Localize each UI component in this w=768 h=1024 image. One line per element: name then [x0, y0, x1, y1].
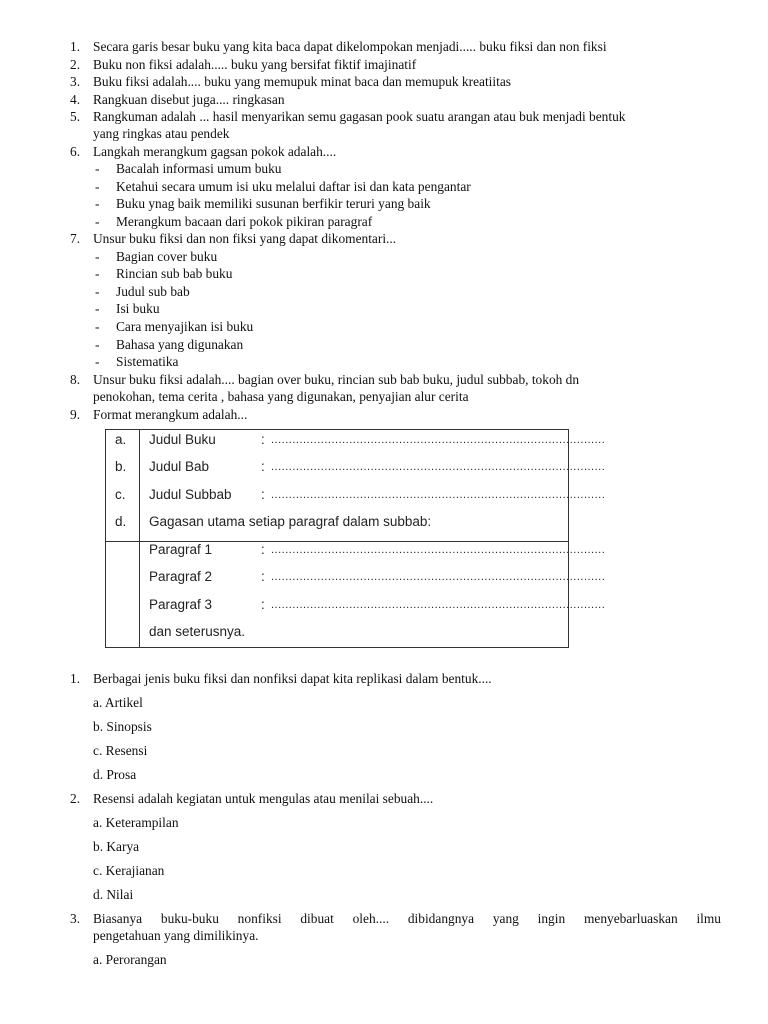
option-text: d. Prosa [93, 767, 137, 782]
question-text: Berbagai jenis buku fiksi dan nonfiksi dapat kita replikasi dalam bentuk.... [93, 671, 492, 686]
row-colon: : [261, 432, 265, 447]
option-text: a. Artikel [93, 695, 143, 710]
option-text: a. Keterampilan [93, 815, 179, 830]
bullet-text: Bacalah informasi umum buku [116, 161, 282, 176]
bullet-text: Sistematika [116, 354, 179, 369]
bullet-marker: - [95, 301, 100, 316]
fill-in-dots: .............................................................................................. [271, 461, 606, 473]
row-label: dan seterusnya. [149, 624, 246, 639]
row-colon: : [261, 569, 265, 584]
option-text: c. Resensi [93, 743, 148, 758]
row-letter: c. [115, 487, 126, 502]
bullet-marker: - [95, 161, 100, 176]
fill-in-dots: .............................................................................................. [271, 434, 606, 446]
row-label: Judul Subbab [149, 487, 232, 502]
row-label: Paragraf 1 [149, 542, 213, 557]
item-number: 5. [70, 109, 81, 124]
option-text: b. Sinopsis [93, 719, 152, 734]
item-number: 3. [70, 74, 81, 89]
bullet-marker: - [95, 179, 100, 194]
question-number: 1. [70, 671, 81, 686]
question-text: Resensi adalah kegiatan untuk mengulas atau menilai sebuah.... [93, 791, 434, 806]
fill-in-dots: .............................................................................................. [271, 571, 606, 583]
item-text: Buku non fiksi adalah..... buku yang bersifat fiktif imajinatif [93, 57, 417, 72]
bullet-marker: - [95, 266, 100, 281]
bullet-text: Bagian cover buku [116, 249, 218, 264]
item-text: Format merangkum adalah... [93, 407, 248, 422]
table-divider [139, 430, 140, 541]
row-letter: b. [115, 459, 127, 474]
bullet-marker: - [95, 196, 100, 211]
bullet-text: Merangkum bacaan dari pokok pikiran paragraf [116, 214, 373, 229]
item-text: Secara garis besar buku yang kita baca dapat dikelompokan menjadi..... buku fiksi dan non fiksi [93, 39, 607, 54]
option-text: b. Karya [93, 839, 140, 854]
fill-in-dots: .............................................................................................. [271, 544, 606, 556]
item-number: 1. [70, 39, 81, 54]
question-number: 2. [70, 791, 81, 806]
bullet-marker: - [95, 284, 100, 299]
question-text: pengetahuan yang dimilikinya. [93, 928, 259, 943]
row-colon: : [261, 459, 265, 474]
bullet-marker: - [95, 354, 100, 369]
bullet-marker: - [95, 337, 100, 352]
item-number: 7. [70, 231, 81, 246]
row-colon: : [261, 542, 265, 557]
fill-in-dots: .............................................................................................. [271, 489, 606, 501]
item-number: 8. [70, 372, 81, 387]
bullet-text: Rincian sub bab buku [116, 266, 233, 281]
row-letter: d. [115, 514, 127, 529]
row-colon: : [261, 597, 265, 612]
item-number: 4. [70, 92, 81, 107]
question-text: Biasanya buku-buku nonfiksi dibuat oleh.... dibidangnya yang ingin menyebarluaskan ilmu [93, 911, 721, 926]
bullet-text: Judul sub bab [116, 284, 190, 299]
item-number: 9. [70, 407, 81, 422]
item-text: Buku fiksi adalah.... buku yang memupuk minat baca dan memupuk kreatiitas [93, 74, 511, 89]
row-colon: : [261, 487, 265, 502]
row-label: Gagasan utama setiap paragraf dalam subbab: [149, 514, 432, 529]
item-text: Rangkuan disebut juga.... ringkasan [93, 92, 285, 107]
bullet-marker: - [95, 249, 100, 264]
row-label: Paragraf 3 [149, 597, 213, 612]
question-number: 3. [70, 911, 81, 926]
row-label: Paragraf 2 [149, 569, 213, 584]
bullet-text: Cara menyajikan isi buku [116, 319, 254, 334]
row-label: Judul Bab [149, 459, 210, 474]
bullet-text: Buku ynag baik memiliki susunan berfikir teruri yang baik [116, 196, 431, 211]
item-text: Langkah merangkum gagsan pokok adalah.... [93, 144, 337, 159]
row-letter: a. [115, 432, 127, 447]
bullet-text: Ketahui secara umum isi uku melalui daftar isi dan kata pengantar [116, 179, 471, 194]
bullet-marker: - [95, 319, 100, 334]
row-label: Judul Buku [149, 432, 216, 447]
item-text: Unsur buku fiksi adalah.... bagian over buku, rincian sub bab buku, judul subbab, tokoh dn [93, 372, 580, 387]
bullet-marker: - [95, 214, 100, 229]
item-text: penokohan, tema cerita , bahasa yang digunakan, penyajian alur cerita [93, 389, 469, 404]
item-number: 6. [70, 144, 81, 159]
fill-in-dots: .............................................................................................. [271, 599, 606, 611]
item-number: 2. [70, 57, 81, 72]
format-table [105, 429, 606, 648]
item-text: yang ringkas atau pendek [93, 126, 230, 141]
option-text: a. Perorangan [93, 952, 167, 967]
option-text: c. Kerajianan [93, 863, 165, 878]
option-text: d. Nilai [93, 887, 134, 902]
bullet-text: Bahasa yang digunakan [116, 337, 244, 352]
table-divider [139, 541, 140, 647]
item-text: Unsur buku fiksi dan non fiksi yang dapat dikomentari... [93, 231, 397, 246]
item-text: Rangkuman adalah ... hasil menyarikan semu gagasan pook suatu arangan atau buk menjadi bentuk [93, 109, 626, 124]
bullet-text: Isi buku [116, 301, 160, 316]
